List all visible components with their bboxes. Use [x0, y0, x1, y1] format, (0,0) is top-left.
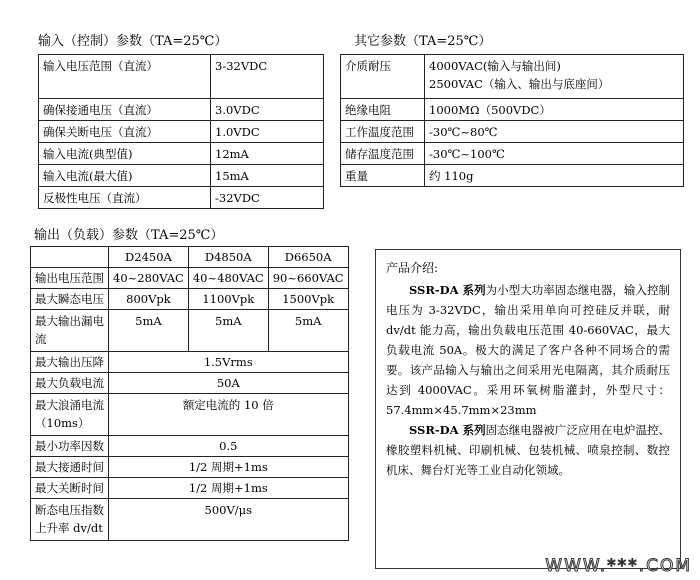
table-row: [31, 436, 349, 457]
product-intro-box: [375, 249, 681, 569]
param-label: 介质耐压: [341, 55, 425, 99]
param-label: 重量: [341, 165, 425, 187]
param-value: 0.5: [109, 436, 349, 457]
series-name: SSR-DA 系列: [409, 423, 486, 437]
param-value-line1: 4000VAC(输入与输出间): [429, 59, 561, 73]
param-value: 800Vpk: [109, 289, 189, 310]
param-value: 5mA: [188, 310, 268, 352]
table-row: [39, 187, 324, 209]
table-row: [341, 121, 684, 143]
param-value: 1/2 周期+1ms: [109, 457, 349, 478]
param-label: 输出电压范围: [31, 268, 109, 289]
param-value: 额定电流的 10 倍: [109, 394, 349, 436]
param-label: 绝缘电阻: [341, 99, 425, 121]
param-label: 工作温度范围: [341, 121, 425, 143]
param-value: 1100Vpk: [188, 289, 268, 310]
param-label: 最大关断时间: [31, 478, 109, 499]
param-value: -32VDC: [211, 187, 324, 209]
intro-paragraph: [386, 280, 670, 420]
header-empty-cell: [31, 247, 109, 268]
table-row: [39, 99, 324, 121]
table-row: [31, 373, 349, 394]
param-label: 最大负载电流: [31, 373, 109, 394]
param-value: 15mA: [211, 165, 324, 187]
param-value: 1.5Vrms: [109, 352, 349, 373]
table-row: [31, 289, 349, 310]
table-row: [31, 310, 349, 352]
table-row: [31, 352, 349, 373]
param-value: -30℃~100℃: [425, 143, 684, 165]
param-value: 3.0VDC: [211, 99, 324, 121]
param-value: 1500Vpk: [268, 289, 348, 310]
table-row: [31, 499, 349, 541]
table-row: [341, 99, 684, 121]
table-row: [39, 165, 324, 187]
table-row: [39, 55, 324, 99]
param-value: 50A: [109, 373, 349, 394]
param-value: 约 110g: [425, 165, 684, 187]
param-value-line2: 2500VAC（输入、输出与底座间）: [429, 77, 610, 91]
param-value: 500V/μs: [109, 499, 349, 541]
intro-paragraph: [386, 420, 670, 480]
param-label: 最大输出压降: [31, 352, 109, 373]
param-value: 1000MΩ（500VDC）: [425, 99, 684, 121]
table-row: [31, 394, 349, 436]
output-params-title: 输出（负载）参数（TA=25℃）: [34, 228, 224, 243]
param-value: 40~480VAC: [188, 268, 268, 289]
model-header: D6650A: [268, 247, 348, 268]
table-row: [31, 268, 349, 289]
param-label: 最小功率因数: [31, 436, 109, 457]
model-header: D2450A: [109, 247, 189, 268]
param-value: 3-32VDC: [211, 55, 324, 99]
param-value: 12mA: [211, 143, 324, 165]
input-params-table: [38, 54, 324, 209]
param-label: 储存温度范围: [341, 143, 425, 165]
param-label: 确保接通电压（直流）: [39, 99, 211, 121]
table-row: [31, 457, 349, 478]
param-label: 输入电流(最大值): [39, 165, 211, 187]
other-params-title: 其它参数（TA=25℃）: [354, 34, 492, 49]
intro-text: 固态继电器被广泛应用在电炉温控、橡胶塑料机械、印刷机械、包装机械、喷泉控制、数控机床、舞台灯光等工业自动化领域。: [386, 423, 670, 477]
table-row: [341, 165, 684, 187]
param-value: 5mA: [109, 310, 189, 352]
intro-text: 为小型大功率固态继电器，输入控制电压为 3-32VDC，输出采用单向可控硅反并联，耐 dv/dt 能力高，输出负载电压范围 40-660VAC，最大负载电流 50A。极大的满足了客户各种不同场合的需要。该产品输入与输出之间采用光电隔离，其介质耐压达到 4000VAC。采用环氧树脂灌封，外型尺寸：57.4mm×45.7mm×23mm: [386, 283, 670, 417]
model-header: D4850A: [188, 247, 268, 268]
param-label: 最大输出漏电流: [31, 310, 109, 352]
param-value: [425, 55, 684, 99]
param-value: 1/2 周期+1ms: [109, 478, 349, 499]
param-label: 最大瞬态电压: [31, 289, 109, 310]
param-label: 最大浪涌电流（10ms）: [31, 394, 109, 436]
param-value: -30℃~80℃: [425, 121, 684, 143]
param-value: 90~660VAC: [268, 268, 348, 289]
param-value: 5mA: [268, 310, 348, 352]
param-label: 输入电流(典型值): [39, 143, 211, 165]
intro-heading: 产品介绍:: [386, 261, 439, 275]
table-row: [341, 55, 684, 99]
other-params-table: [340, 54, 684, 187]
table-row: [341, 143, 684, 165]
param-label: 最大接通时间: [31, 457, 109, 478]
input-params-title: 输入（控制）参数（TA=25℃）: [38, 34, 228, 49]
series-name: SSR-DA 系列: [409, 283, 486, 297]
table-row: [39, 143, 324, 165]
param-value: 1.0VDC: [211, 121, 324, 143]
param-value: 40~280VAC: [109, 268, 189, 289]
output-params-table: [30, 246, 349, 541]
table-row: [39, 121, 324, 143]
param-label: 断态电压指数上升率 dv/dt: [31, 499, 109, 541]
param-label: 反极性电压（直流）: [39, 187, 211, 209]
param-label: 输入电压范围（直流）: [39, 55, 211, 99]
watermark: WWW.***.COM: [545, 556, 692, 576]
param-label: 确保关断电压（直流）: [39, 121, 211, 143]
table-row: [31, 247, 349, 268]
table-row: [31, 478, 349, 499]
